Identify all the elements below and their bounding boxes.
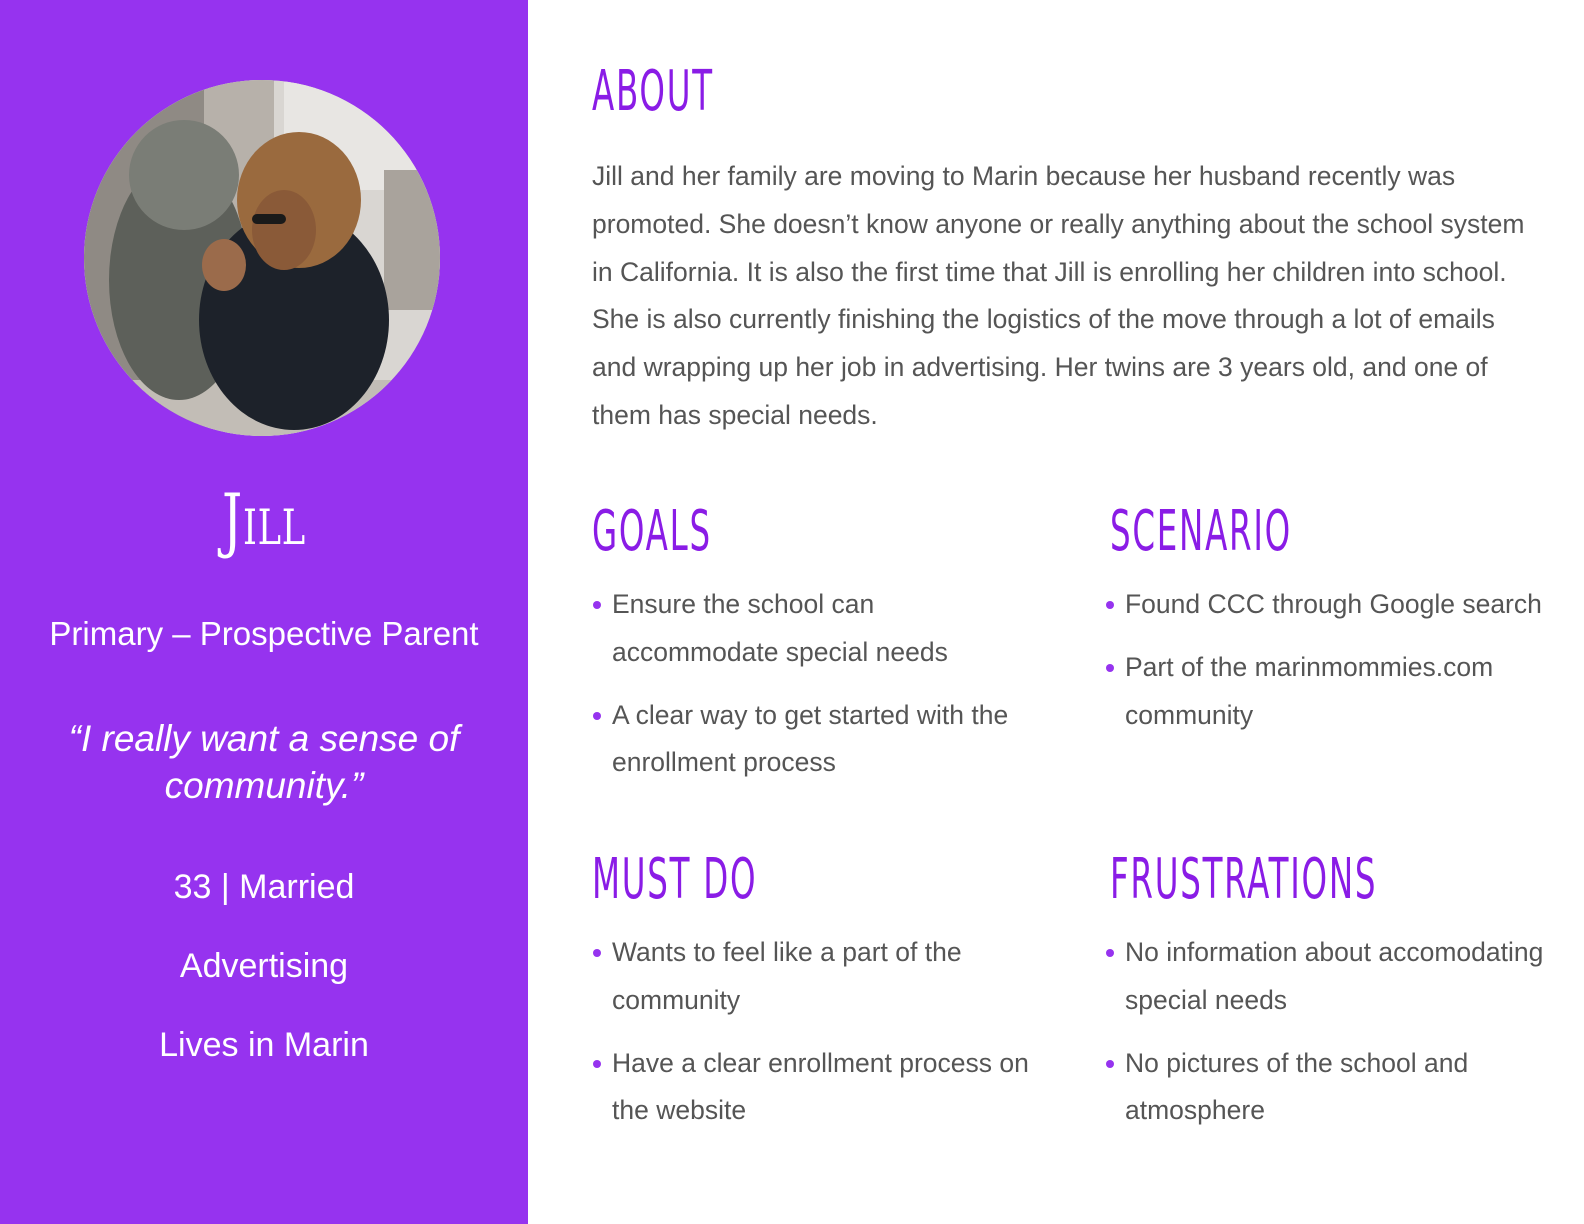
must-do-list: [592, 929, 1032, 1150]
frustrations-list: [1105, 929, 1545, 1150]
persona-location: Lives in Marin: [159, 1026, 369, 1064]
goals-list: [592, 581, 1032, 802]
bullet-icon: [1106, 664, 1114, 672]
list-item-text: Found CCC through Google search: [1125, 589, 1542, 619]
scenario-heading: SCENARIO: [1110, 499, 1292, 564]
list-item: [1105, 1040, 1545, 1136]
scenario-list: [1105, 581, 1545, 754]
list-item: [1105, 929, 1545, 1025]
photo-illustration: [84, 80, 440, 436]
bullet-icon: [1106, 601, 1114, 609]
persona-role: Primary – Prospective Parent: [49, 615, 479, 652]
bullet-icon: [593, 1060, 601, 1068]
bullet-icon: [593, 949, 601, 957]
about-text: Jill and her family are moving to Marin because her husband recently was promoted. She doesn’t know anyone or really anything about the school system in California. It is also the first time that Jill is enrolling her children into school. She is also currently finishing the logistics of the move through a lot of emails and wrapping up her job in advertising. Her twins are 3 years old, and one of them has special needs.: [592, 161, 1525, 430]
list-item-text: Part of the marinmommies.com community: [1125, 651, 1494, 730]
persona-quote: “I really want a sense of community.”: [68, 718, 460, 806]
bullet-icon: [1106, 1060, 1114, 1068]
bullet-icon: [593, 712, 601, 720]
goals-heading: GOALS: [592, 499, 712, 564]
list-item-text: Ensure the school can accommodate special needs: [612, 589, 948, 667]
must-do-heading: MUST DO: [592, 847, 758, 912]
list-item: [592, 692, 1032, 788]
bullet-icon: [593, 601, 601, 609]
persona-occupation: Advertising: [179, 947, 349, 985]
frustrations-heading: FRUSTRATIONS: [1110, 847, 1378, 912]
list-item: [592, 929, 1032, 1025]
bullet-icon: [1106, 949, 1114, 957]
persona-age-status: 33 | Married: [173, 868, 355, 906]
list-item-text: Wants to feel like a part of the community: [612, 937, 962, 1015]
list-item-text: No information about accomodating special needs: [1125, 937, 1544, 1015]
list-item: [1105, 644, 1545, 740]
about-heading: ABOUT: [592, 59, 714, 124]
persona-name: Jill: [222, 479, 306, 561]
list-item-text: No pictures of the school and atmosphere: [1125, 1047, 1469, 1126]
list-item: [592, 581, 1032, 677]
list-item-text: Have a clear enrollment process on the website: [612, 1047, 1029, 1126]
list-item-text: A clear way to get started with the enrollment process: [612, 699, 1009, 778]
list-item: [1105, 581, 1545, 629]
persona-photo: [84, 80, 440, 436]
persona-sidebar: [0, 0, 528, 1224]
list-item: [592, 1040, 1032, 1136]
